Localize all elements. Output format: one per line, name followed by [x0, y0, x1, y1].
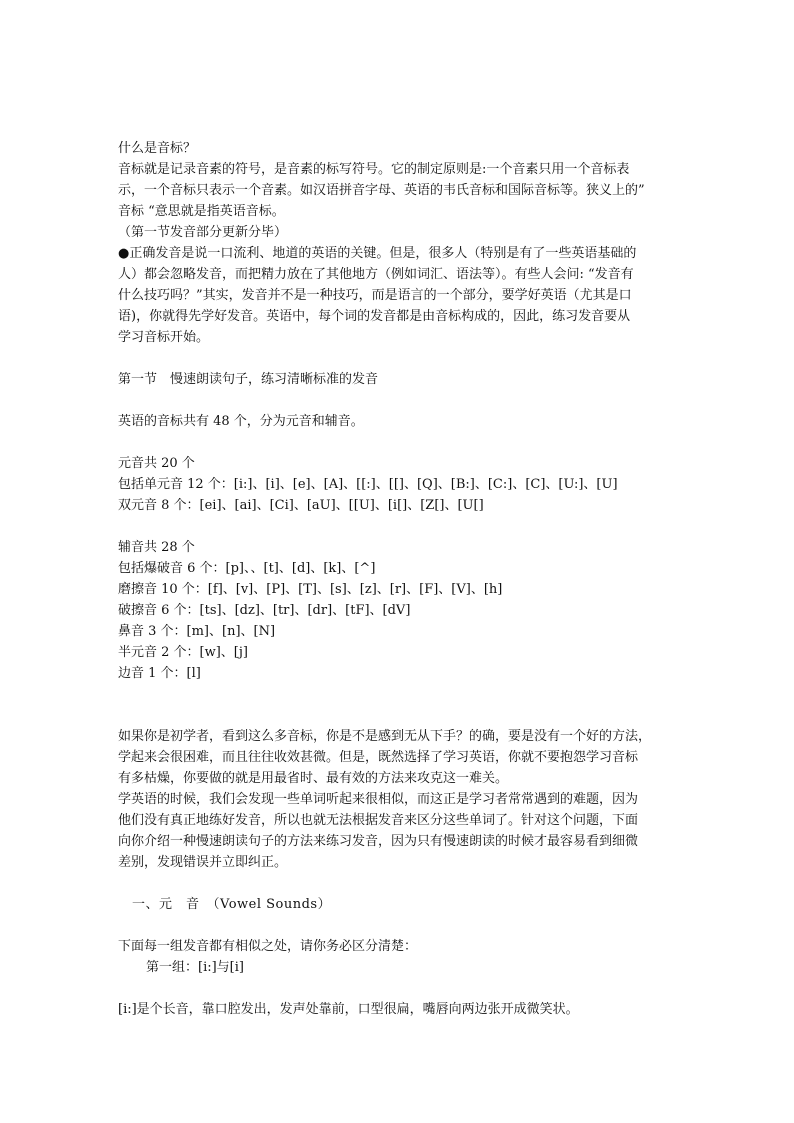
instruction-text: 下面每一组发音都有相似之处，请你务必区分清楚： [118, 939, 418, 954]
group-one-heading: 第一组：[i:]与[i] [146, 960, 244, 975]
method-paragraph: 向你介绍一种慢速朗读句子的方法来练习发音，因为只有慢速朗读的时候才最容易看到细微 [118, 834, 639, 849]
spacer [118, 684, 678, 726]
intro-paragraph: 什么技巧吗？”其实，发音并不是一种技巧，而是语言的一个部分，要学好英语（尤其是口 [118, 288, 632, 303]
diphthong-list: 双元音 8 个：[ei]、[ai]、[Ci]、[aU]、[[U]、[i[]、[Z[]、[U[] [118, 498, 484, 513]
update-note: （第一节发音部分更新分毕） [118, 225, 288, 240]
long-i-description: [i:]是个长音，靠口腔发出，发声处靠前，口型很扁，嘴唇向两边张开成微笑状。 [118, 1002, 579, 1017]
vowel-sounds-heading: 一、元 音 （Vowel Sounds） [132, 897, 332, 912]
intro-paragraph: 语)，你就得先学好发音。英语中，每个词的发音都是由音标构成的，因此，练习发音要从 [118, 309, 631, 324]
question-heading: 什么是音标？ [118, 141, 197, 156]
fricative-list: 磨擦音 10 个：[f]、[v]、[P]、[T]、[s]、[z]、[r]、[F]、[V]、[h] [118, 582, 503, 597]
spacer [118, 390, 678, 411]
document-page [118, 138, 678, 1020]
spacer [118, 873, 678, 894]
method-paragraph: 学英语的时候，我们会发现一些单词听起来很相似，而这正是学习者常常遇到的难题，因为 [118, 792, 639, 807]
affricate-list: 破擦音 6 个：[ts]、[dz]、[tr]、[dr]、[tF]、[dV] [118, 603, 411, 618]
advice-paragraph: 学起来会很困难，而且往往收效甚微。但是，既然选择了学习英语，你就不要抱怨学习音标 [118, 750, 639, 765]
monophthong-list: 包括单元音 12 个：[i:]、[i]、[e]、[A]、[[:]、[[]、[Q]、[B:]、[C:]、[C]、[U:]、[U] [118, 477, 618, 492]
spacer [118, 348, 678, 369]
spacer [118, 432, 678, 453]
intro-paragraph: 人）都会忽略发音，而把精力放在了其他地方（例如词汇、语法等）。有些人会问: “发音有 [118, 267, 634, 282]
phonetics-count: 英语的音标共有 48 个，分为元音和辅音。 [118, 414, 364, 429]
nasal-list: 鼻音 3 个：[m]、[n]、[N] [118, 624, 276, 639]
plosive-list: 包括爆破音 6 个：[p]、、[t]、[d]、[k]、[^] [118, 561, 376, 576]
semivowel-list: 半元音 2 个：[w]、[j] [118, 645, 248, 660]
method-paragraph: 差别，发现错误并立即纠正。 [118, 855, 288, 870]
consonant-count: 辅音共 28 个 [118, 540, 195, 555]
spacer [118, 516, 678, 537]
definition-text: 音标就是记录音素的符号，是音素的标写符号。它的制定原则是:一个音素只用一个音标表 [118, 162, 630, 177]
intro-paragraph: ●正确发音是说一口流利、地道的英语的关键。但是，很多人（特别是有了一些英语基础的 [118, 246, 637, 261]
definition-text: 音标 “意思就是指英语音标。 [118, 204, 285, 219]
section-heading: 第一节 慢速朗读句子，练习清晰标准的发音 [118, 372, 379, 387]
vowel-count: 元音共 20 个 [118, 456, 195, 471]
intro-paragraph: 学习音标开始。 [118, 330, 210, 345]
definition-text: 示，一个音标只表示一个音素。如汉语拼音字母、英语的韦氏音标和国际音标等。狭义上的” [118, 183, 645, 198]
advice-paragraph: 如果你是初学者，看到这么多音标，你是不是感到无从下手？的确，要是没有一个好的方法， [118, 729, 652, 744]
advice-paragraph: 有多枯燥，你要做的就是用最省时、最有效的方法来攻克这一难关。 [118, 771, 509, 786]
spacer [118, 915, 678, 936]
lateral-list: 边音 1 个：[l] [118, 666, 201, 681]
spacer [118, 978, 678, 999]
method-paragraph: 他们没有真正地练好发音，所以也就无法根据发音来区分这些单词了。针对这个问题，下面 [118, 813, 639, 828]
